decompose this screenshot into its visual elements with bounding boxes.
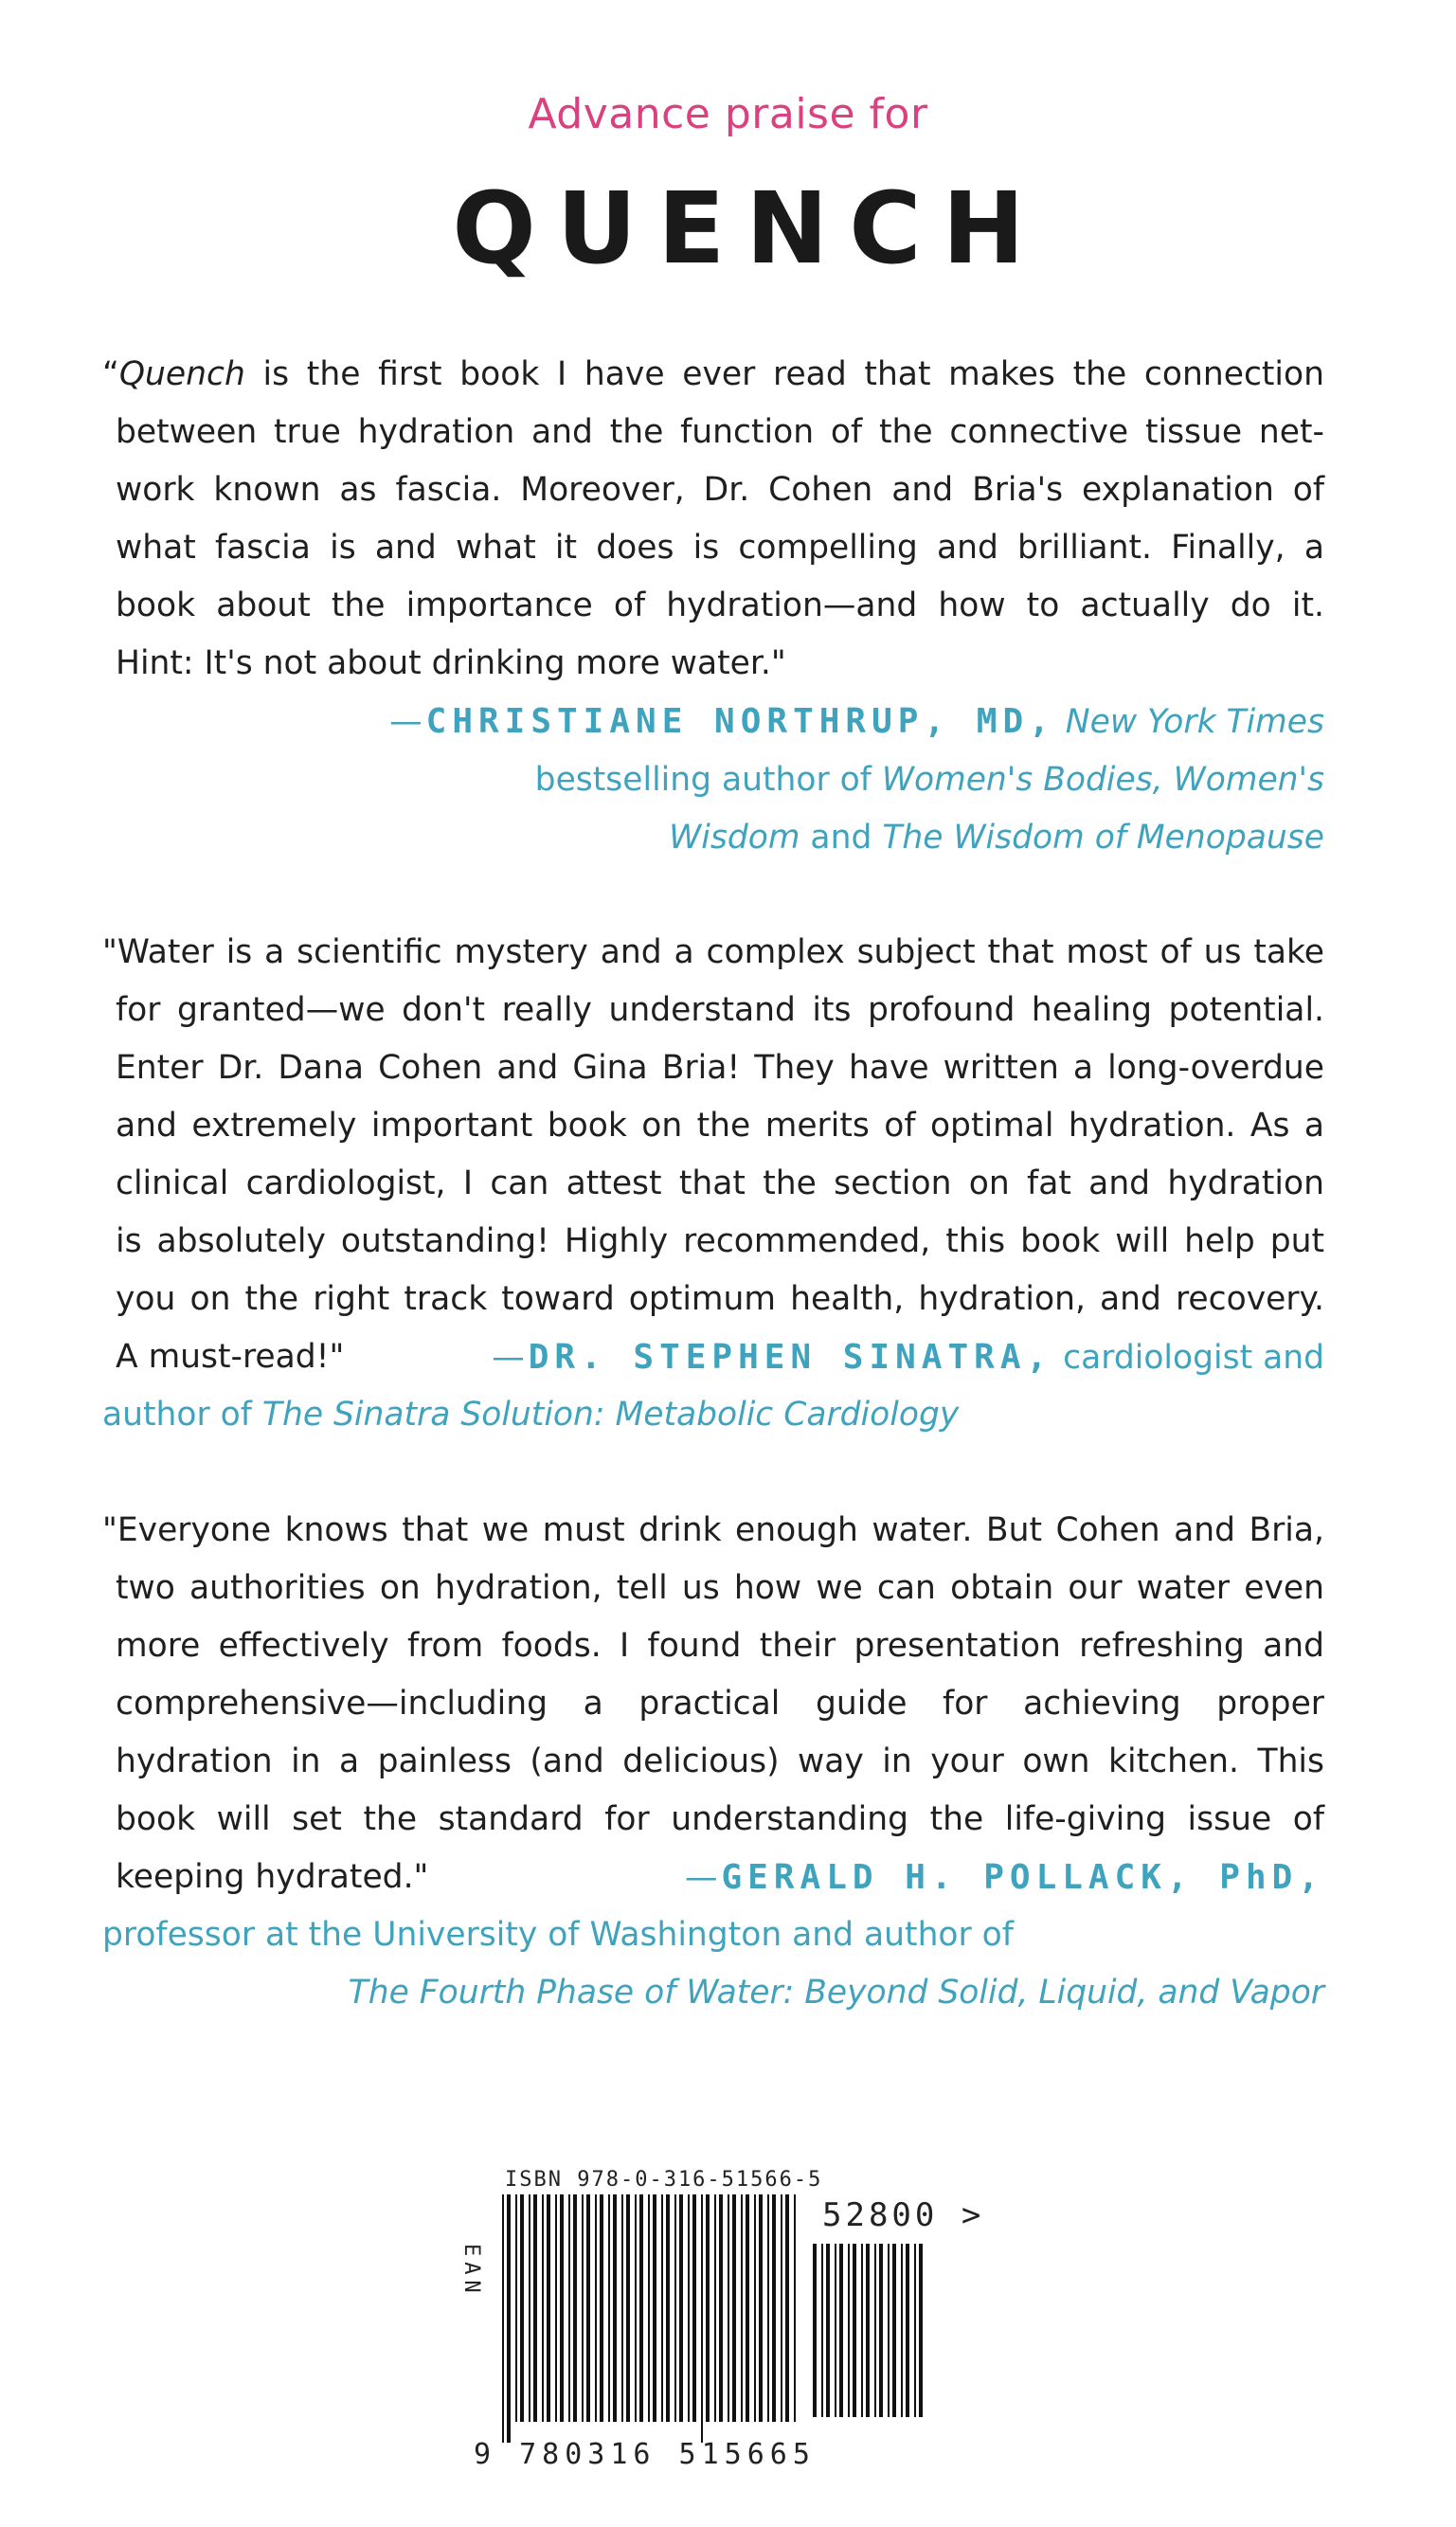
barcode-bar xyxy=(613,2194,617,2422)
barcode-bar xyxy=(888,2244,890,2417)
blurb-line: Hint: It's not about drinking more water." xyxy=(116,644,786,682)
barcode-main-bars xyxy=(502,2194,800,2443)
blurb-pollack xyxy=(102,1502,1324,2022)
barcode-bar xyxy=(568,2194,570,2422)
blurb-line: "Water is a scientific mystery and a complex subject that most of us take xyxy=(102,933,1324,971)
barcode-bar xyxy=(794,2194,796,2422)
blurb-line xyxy=(102,1328,1324,1386)
barcode-bar xyxy=(759,2194,763,2422)
barcode-bar xyxy=(839,2244,843,2417)
barcode-bar xyxy=(595,2194,597,2422)
barcode-bar xyxy=(666,2194,670,2422)
attribution-line xyxy=(492,1328,1324,1387)
barcode-bar xyxy=(813,2244,817,2417)
barcode-bar xyxy=(835,2244,836,2417)
blurb-line: book will set the standard for understanding the life-giving issue of xyxy=(116,1800,1324,1838)
barcode-bar xyxy=(648,2194,650,2422)
open-quote: “ xyxy=(102,355,119,393)
barcode-bar xyxy=(679,2194,683,2422)
barcode-bar xyxy=(772,2194,776,2422)
barcode-bar xyxy=(874,2244,876,2417)
barcode-bar xyxy=(661,2194,663,2422)
attribution-text: professor at the University of Washington and author of xyxy=(102,1916,1014,1954)
blurb-line: between true hydration and the function of the connective tissue net- xyxy=(116,413,1324,451)
blurb-line: two authorities on hydration, tell us how we can obtain our water even xyxy=(116,1569,1324,1607)
barcode-bar xyxy=(608,2194,610,2422)
blurb-line-text: is the first book I have ever read that makes the connection xyxy=(244,355,1324,393)
barcode-bar xyxy=(653,2194,656,2422)
barcode-bar xyxy=(560,2194,564,2422)
blurb-line: Enter Dr. Dana Cohen and Gina Bria! They have written a long-overdue xyxy=(116,1049,1324,1087)
barcode-bar xyxy=(767,2194,769,2422)
attribution-dash: — xyxy=(492,1339,519,1377)
barcode-bar xyxy=(582,2194,584,2422)
barcode-bar xyxy=(635,2194,637,2422)
barcode-bar xyxy=(861,2244,863,2417)
blurb-line: "Everyone knows that we must drink enough water. But Cohen and Bria, xyxy=(102,1511,1324,1549)
attribution-line xyxy=(102,1906,1324,1964)
barcode-bar xyxy=(639,2194,643,2422)
book-title-italic: Quench xyxy=(118,355,245,393)
barcode-bar xyxy=(826,2244,830,2417)
barcode-bar xyxy=(507,2194,511,2443)
attribution-italic: The Sinatra Solution: Metabolic Cardiology xyxy=(261,1396,960,1434)
barcode-bar xyxy=(692,2194,696,2422)
barcode-bar xyxy=(626,2194,630,2422)
barcode-bar xyxy=(706,2194,710,2422)
blurb-line-text: A must-read!" xyxy=(116,1338,345,1376)
barcode-bar xyxy=(754,2194,756,2422)
blurb-line: what fascia is and what it does is compelling and brilliant. Finally, a xyxy=(116,529,1324,567)
attribution-text: bestselling author of xyxy=(534,761,882,799)
attribution-dash: — xyxy=(389,703,417,741)
price-code: 52800 > xyxy=(822,2196,985,2234)
isbn-digits: 9 780316 515665 xyxy=(474,2438,816,2471)
barcode-bar xyxy=(547,2194,550,2422)
blurb-northrup xyxy=(102,346,1324,867)
barcode-bar xyxy=(701,2194,703,2443)
attribution-line xyxy=(102,809,1324,867)
barcode-bar xyxy=(586,2194,590,2422)
barcode-bar xyxy=(533,2194,537,2422)
barcode-bar xyxy=(719,2194,723,2422)
attribution-text: and xyxy=(800,819,883,857)
blurb-line: for granted—we don't really understand its profound healing potential. xyxy=(116,991,1324,1029)
barcode-bar xyxy=(502,2194,504,2443)
barcode-bar xyxy=(728,2194,729,2422)
barcode-bar xyxy=(781,2194,782,2422)
barcode-bar xyxy=(866,2244,870,2417)
attribution-dash: — xyxy=(685,1859,712,1897)
barcode-bar xyxy=(520,2194,524,2422)
attribution-line xyxy=(102,1386,1324,1444)
blurb-line: more effectively from foods. I found their presentation refreshing and xyxy=(116,1627,1324,1665)
barcode-bar xyxy=(732,2194,736,2422)
blurb-line: and extremely important book on the merits of optimal hydration. As a xyxy=(116,1107,1324,1145)
barcode-bar xyxy=(746,2194,749,2422)
attribution-name: GERALD H. POLLACK, PhD, xyxy=(721,1858,1324,1897)
attribution-italic: The Fourth Phase of Water: Beyond Solid, Liquid, and Vapor xyxy=(348,1974,1324,2012)
barcode-bar xyxy=(542,2194,544,2422)
barcode-bar xyxy=(879,2244,883,2417)
blurb-line: clinical cardiologist, I can attest that the section on fat and hydration xyxy=(116,1164,1324,1202)
attribution-name: CHRISTIANE NORTHRUP, MD, xyxy=(425,702,1055,741)
barcode-bar xyxy=(573,2194,577,2422)
blurb-line: work known as fascia. Moreover, Dr. Cohen and Bria's explanation of xyxy=(116,471,1324,509)
barcode-bar xyxy=(741,2194,743,2422)
blurb-sinatra xyxy=(102,924,1324,1444)
barcode-bar xyxy=(901,2244,903,2417)
barcode-bar xyxy=(821,2244,823,2417)
barcode-bar xyxy=(919,2244,923,2417)
barcode-bar xyxy=(785,2194,789,2422)
attribution-text: cardiologist and xyxy=(1052,1339,1324,1377)
barcode-bar xyxy=(914,2244,916,2417)
attribution-line xyxy=(685,1849,1324,1907)
barcode-bar xyxy=(853,2244,856,2417)
barcode-bar xyxy=(621,2194,623,2422)
blurb-line: book about the importance of hydration—and how to actually do it. xyxy=(116,587,1324,624)
barcode-bar xyxy=(600,2194,603,2422)
isbn-text: ISBN 978-0-316-51566-5 xyxy=(505,2168,823,2192)
attribution-line xyxy=(102,1964,1324,2022)
barcode-bar xyxy=(848,2244,850,2417)
barcode-bar xyxy=(529,2194,530,2422)
attribution-name: DR. STEPHEN SINATRA, xyxy=(528,1338,1053,1377)
blurb-line: you on the right track toward optimum health, hydration, and recovery. xyxy=(116,1280,1324,1318)
barcode xyxy=(434,2168,1021,2490)
barcode-bar xyxy=(515,2194,517,2422)
barcode-bar xyxy=(688,2194,690,2422)
attribution-italic: The Wisdom of Menopause xyxy=(882,819,1324,857)
blurb-line: is absolutely outstanding! Highly recommended, this book will help put xyxy=(116,1222,1324,1260)
barcode-bar xyxy=(555,2194,557,2422)
attribution-italic: Wisdom xyxy=(669,819,800,857)
ean-label: EAN xyxy=(459,2244,483,2299)
barcode-bar xyxy=(892,2244,896,2417)
attribution-line xyxy=(102,751,1324,809)
barcode-bar xyxy=(714,2194,716,2422)
praise-label: Advance praise for xyxy=(528,90,928,138)
barcode-bar xyxy=(906,2244,909,2417)
blurb-line xyxy=(102,1849,1324,1906)
barcode-bar xyxy=(674,2194,676,2422)
blurb-line-text: keeping hydrated." xyxy=(116,1858,429,1896)
attribution-italic: New York Times xyxy=(1065,703,1324,741)
attribution-text: author of xyxy=(102,1396,262,1434)
blurb-line xyxy=(102,346,1324,404)
blurb-line: comprehensive—including a practical guide for achieving proper xyxy=(116,1685,1324,1723)
attribution-line xyxy=(102,693,1324,751)
blurb-line: hydration in a painless (and delicious) way in your own kitchen. This xyxy=(116,1742,1324,1780)
attribution-italic: Women's Bodies, Women's xyxy=(881,761,1324,799)
barcode-addon-bars xyxy=(813,2244,926,2438)
book-title: QUENCH xyxy=(452,171,1046,286)
